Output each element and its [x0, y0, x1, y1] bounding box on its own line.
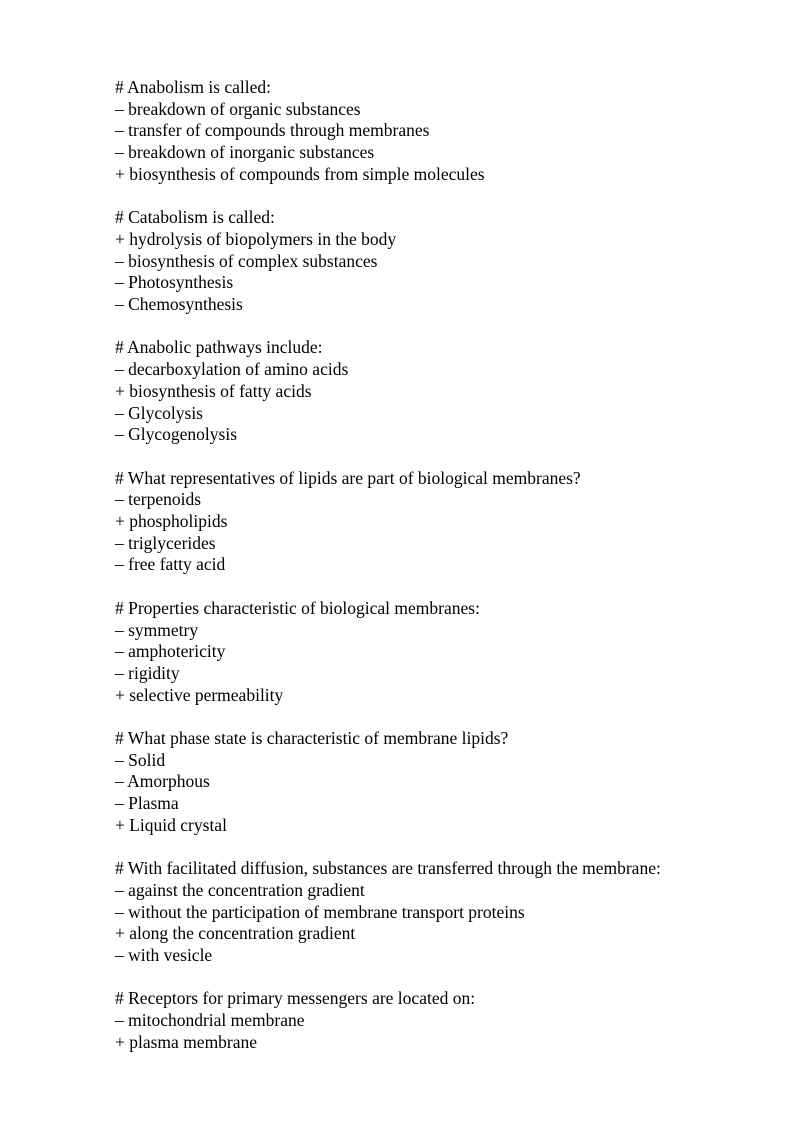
question-prompt: # What representatives of lipids are part of biological membranes?: [115, 467, 581, 488]
answer-option: + biosynthesis of fatty acids: [115, 380, 312, 401]
question-block: [115, 337, 775, 446]
question-prompt: # Anabolic pathways include:: [115, 337, 323, 358]
answer-option: + biosynthesis of compounds from simple molecules: [115, 163, 485, 184]
answer-option: – symmetry: [115, 619, 199, 640]
answer-option: + hydrolysis of biopolymers in the body: [115, 228, 397, 249]
answer-option: + selective permeability: [115, 684, 284, 705]
answer-option: – transfer of compounds through membranes: [115, 120, 430, 141]
answer-option: + plasma membrane: [115, 1031, 258, 1052]
answer-option: + phospholipids: [115, 511, 228, 532]
answer-option: + Liquid crystal: [115, 814, 227, 835]
answer-option: – Glycolysis: [115, 402, 203, 423]
question-block: [115, 988, 775, 1053]
answer-option: – Glycogenolysis: [115, 424, 238, 445]
answer-option: – biosynthesis of complex substances: [115, 250, 378, 271]
question-prompt: # Catabolism is called:: [115, 207, 275, 228]
answer-option: + along the concentration gradient: [115, 923, 356, 944]
question-prompt: # With facilitated diffusion, substances are transferred through the membrane:: [115, 858, 661, 879]
answer-option: – rigidity: [115, 662, 180, 683]
answer-option: – breakdown of inorganic substances: [115, 142, 375, 163]
question-prompt: # Receptors for primary messengers are located on:: [115, 988, 476, 1009]
answer-option: – decarboxylation of amino acids: [115, 359, 349, 380]
answer-option: – Chemosynthesis: [115, 294, 243, 315]
answer-option: – against the concentration gradient: [115, 879, 365, 900]
answer-option: – Photosynthesis: [115, 272, 234, 293]
question-block: [115, 468, 775, 577]
answer-option: – Plasma: [115, 793, 179, 814]
question-block: [115, 77, 775, 186]
answer-option: – mitochondrial membrane: [115, 1010, 305, 1031]
question-block: [115, 598, 775, 707]
question-prompt: # Anabolism is called:: [115, 77, 272, 97]
answer-option: – breakdown of organic substances: [115, 98, 361, 119]
question-block: [115, 207, 775, 316]
answer-option: – terpenoids: [115, 489, 202, 510]
answer-option: – Amorphous: [115, 771, 210, 792]
answer-option: – amphotericity: [115, 641, 226, 662]
question-prompt: # Properties characteristic of biological membranes:: [115, 597, 480, 618]
answer-option: – without the participation of membrane transport proteins: [115, 901, 525, 922]
question-prompt: # What phase state is characteristic of membrane lipids?: [115, 728, 509, 749]
answer-option: – with vesicle: [115, 945, 213, 966]
answer-option: – free fatty acid: [115, 554, 226, 575]
question-block: [115, 858, 775, 967]
answer-option: – triglycerides: [115, 532, 216, 553]
document-page: [115, 77, 775, 1075]
answer-option: – Solid: [115, 749, 166, 770]
question-block: [115, 728, 775, 837]
